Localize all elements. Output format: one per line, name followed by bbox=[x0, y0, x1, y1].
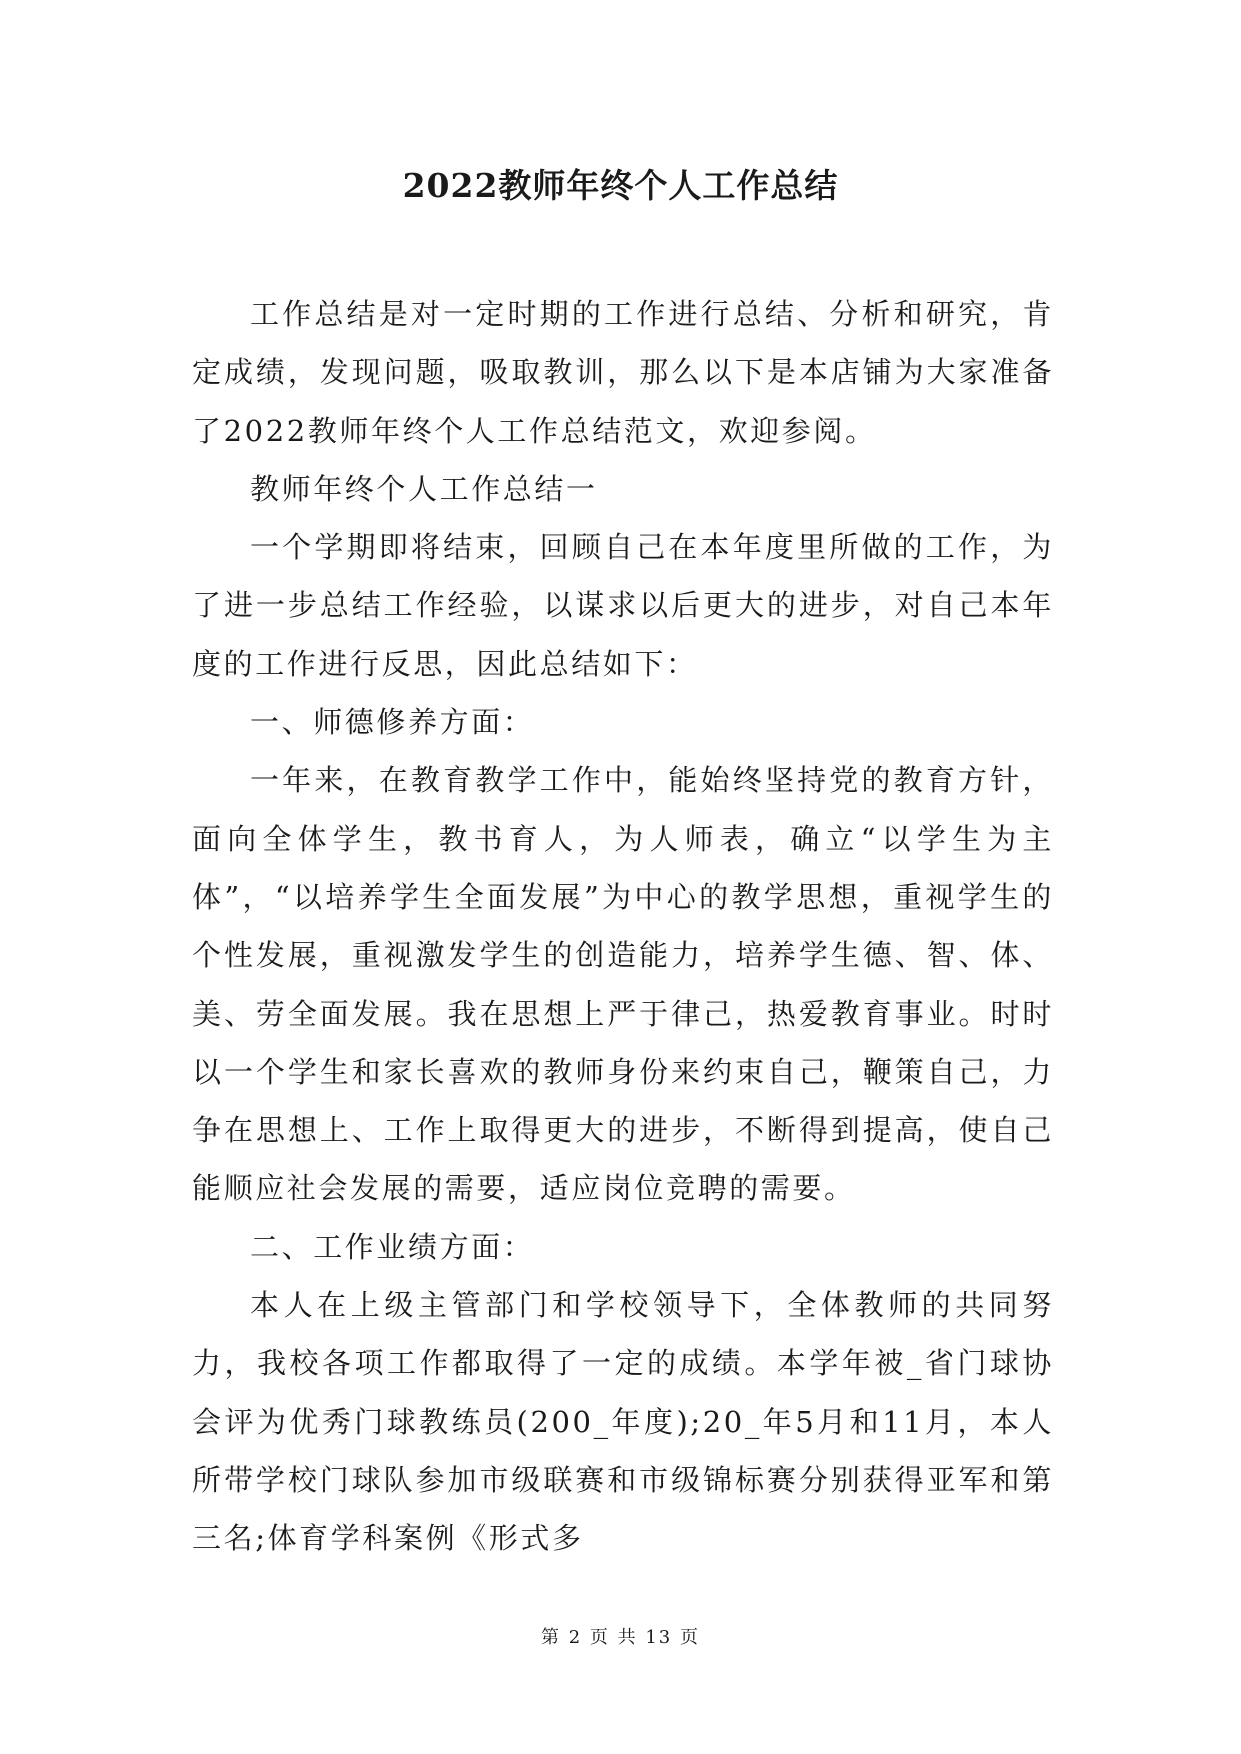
page-footer: 第 2 页 共 13 页 bbox=[541, 1627, 700, 1648]
intro-paragraph: 工作总结是对一定时期的工作进行总结、分析和研究，肯定成绩，发现问题，吸取教训，那么以下是本店铺为大家准备了2022教师年终个人工作总结范文，欢迎参阅。 bbox=[192, 297, 1054, 448]
body-paragraph: 本人在上级主管部门和学校领导下，全体教师的共同努力，我校各项工作都取得了一定的成绩。本学年被_省门球协会评为优秀门球教练员(200_年度);20_年5月和11月，本人所带学校门球队参加市级联赛和市级锦标赛分别获得亚军和第三名;体育学科案例《形式多 bbox=[192, 1288, 1054, 1556]
page-title: 2022教师年终个人工作总结 bbox=[402, 166, 839, 205]
section-heading: 教师年终个人工作总结一 bbox=[250, 471, 598, 506]
body-paragraph: 一个学期即将结束，回顾自己在本年度里所做的工作，为了进一步总结工作经验，以谋求以后更大的进步，对自己本年度的工作进行反思，因此总结如下： bbox=[192, 530, 1054, 681]
document-body bbox=[192, 285, 1054, 1568]
subsection-heading: 一、师德修养方面： bbox=[250, 705, 535, 740]
body-paragraph: 一年来，在教育教学工作中，能始终坚持党的教育方针，面向全体学生，教书育人，为人师表，确立“以学生为主体”，“以培养学生全面发展”为中心的教学思想，重视学生的个性发展，重视激发学生的创造能力，培养学生德、智、体、美、劳全面发展。我在思想上严于律己，热爱教育事业。时时以一个学生和家长喜欢的教师身份来约束自己，鞭策自己，力争在思想上、工作上取得更大的进步，不断得到提高，使自己能顺应社会发展的需要，适应岗位竞聘的需要。 bbox=[192, 763, 1054, 1206]
subsection-heading: 二、工作业绩方面： bbox=[250, 1229, 535, 1264]
